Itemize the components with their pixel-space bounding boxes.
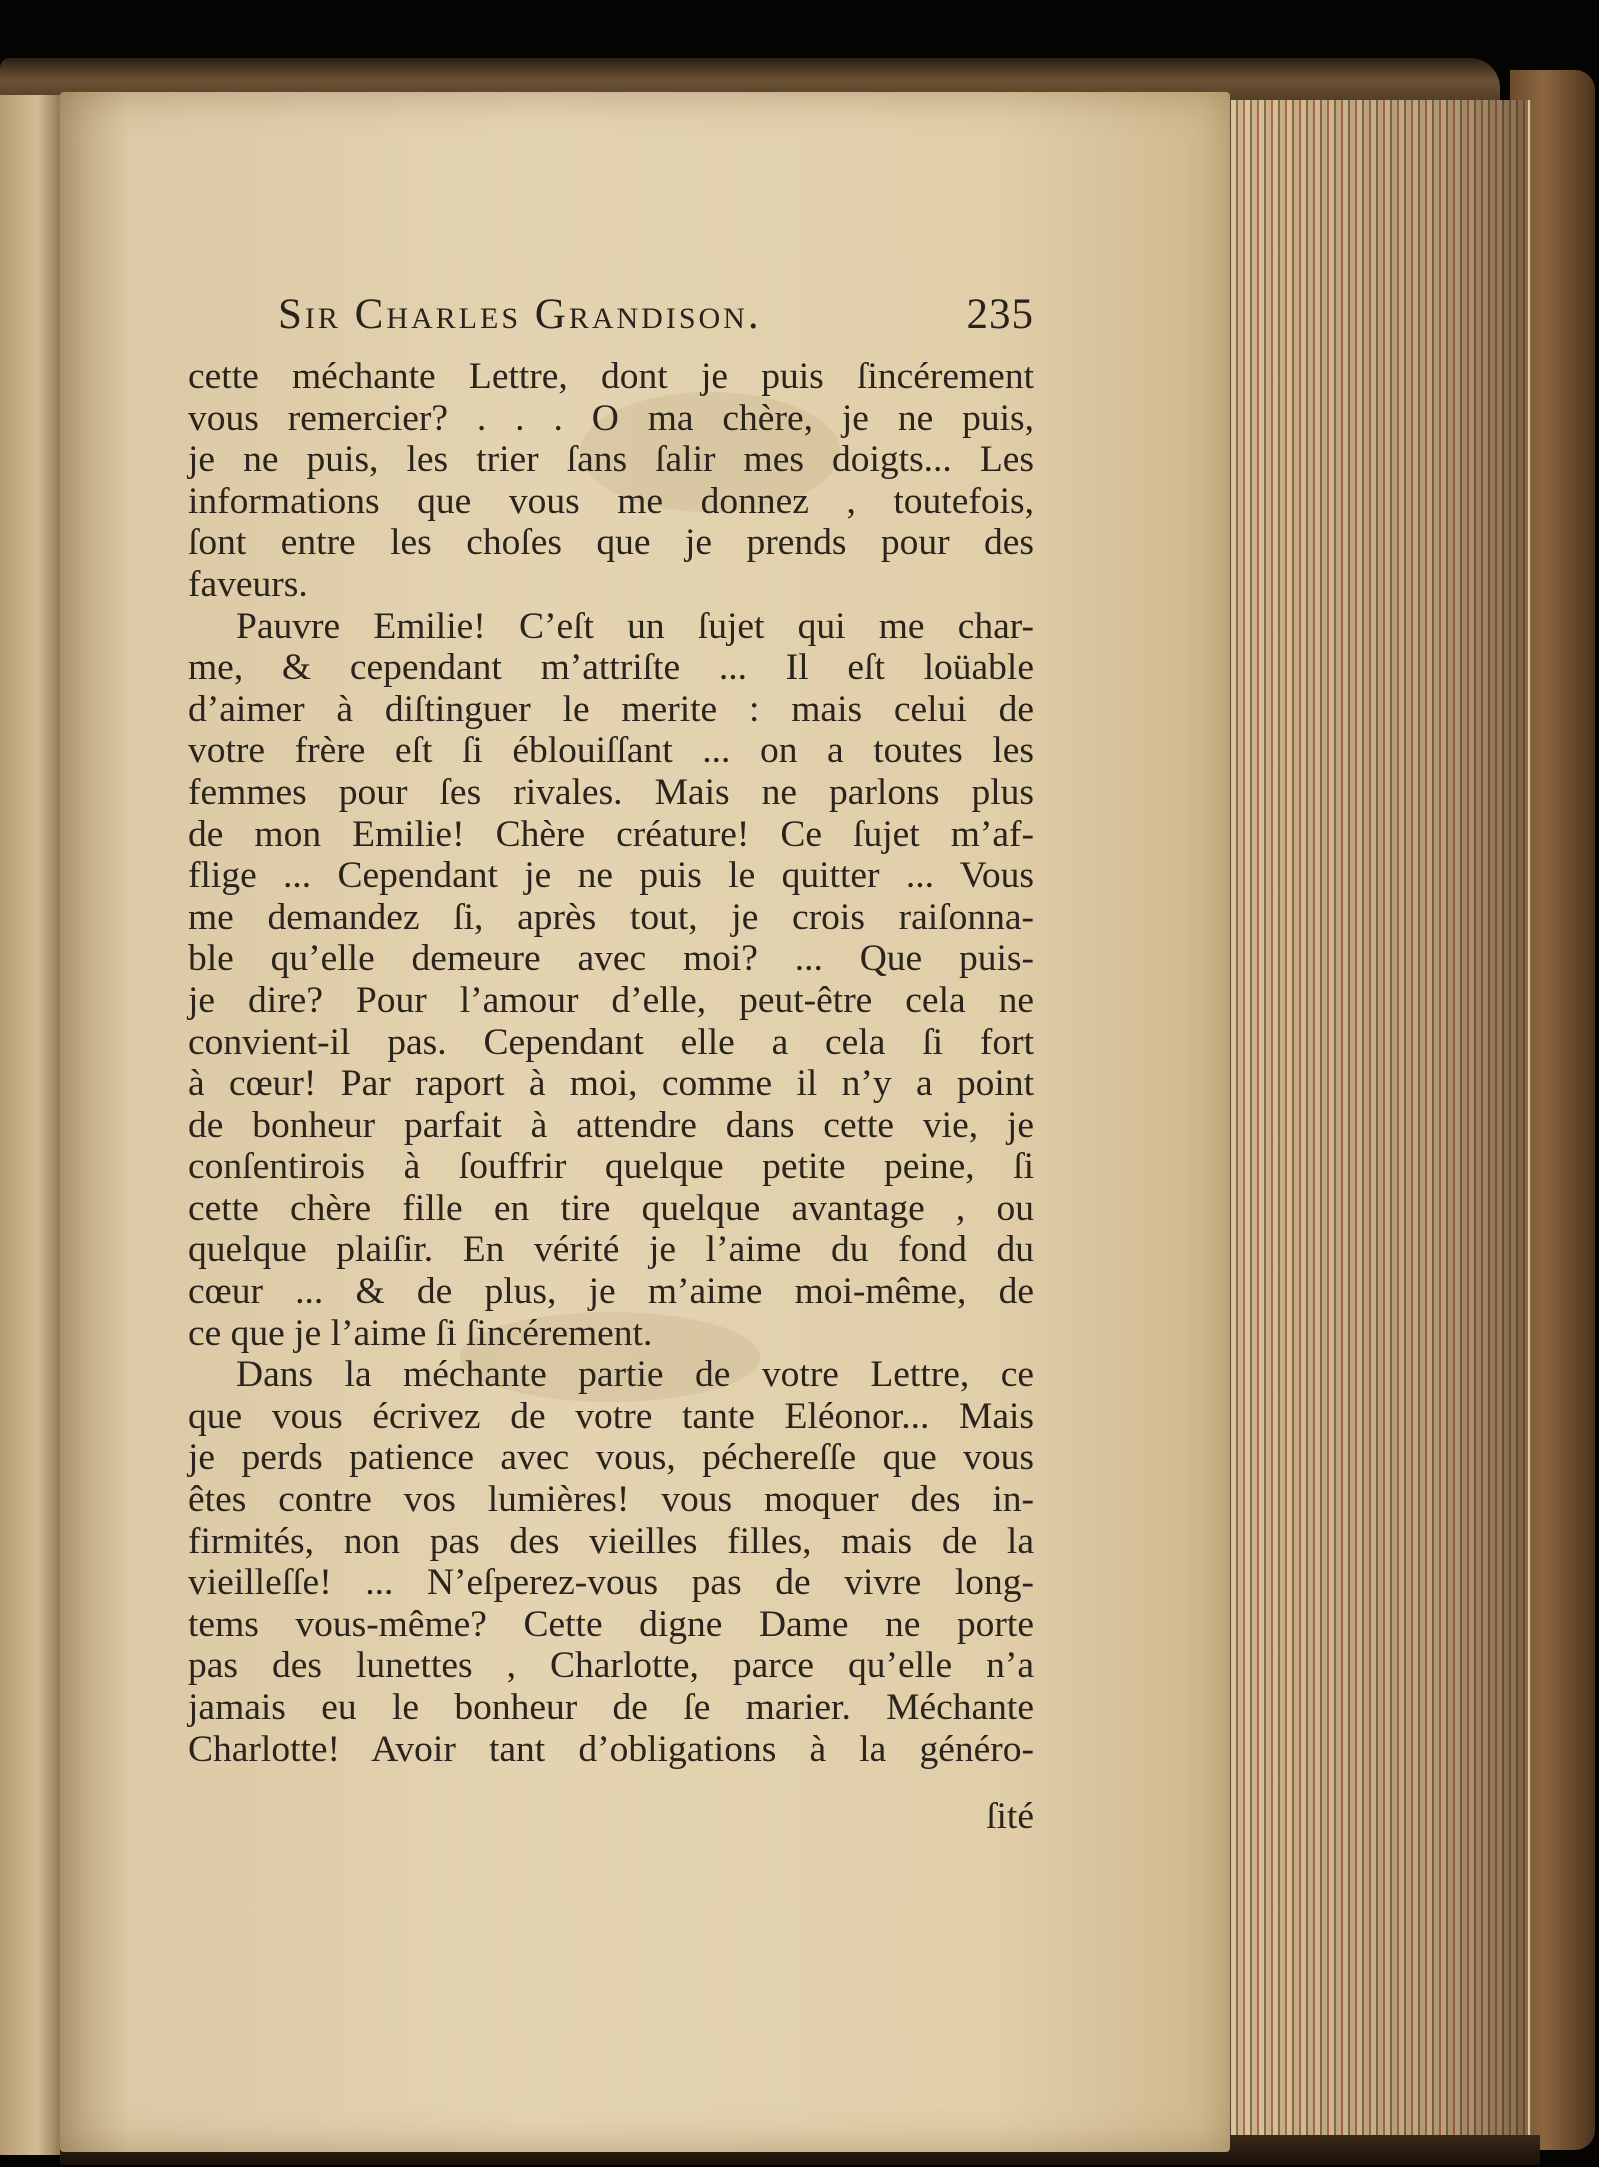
text-line: de mon Emilie! Chère créature! Ce ſujet m’af-: [188, 813, 1034, 855]
text-line: Pauvre Emilie! C’eſt un ſujet qui me char-: [236, 605, 1034, 647]
text-line: quelque plaiſir. En vérité je l’aime du fond du: [188, 1229, 1034, 1271]
text-line: informations que vous me donnez , toutefois,: [188, 480, 1034, 522]
running-title: Sir Charles Grandison.: [278, 291, 762, 338]
text-line: cette chère fille en tire quelque avantage , ou: [188, 1187, 1034, 1229]
text-line: firmités, non pas des vieilles filles, mais de la: [188, 1520, 1034, 1562]
page-number: 235: [966, 291, 1034, 338]
text-line: me demandez ſi, après tout, je crois raiſonna-: [188, 896, 1034, 938]
text-line: Charlotte! Avoir tant d’obligations à la généro-: [188, 1728, 1034, 1770]
body-text: [188, 356, 1034, 1770]
text-line: je dire? Pour l’amour d’elle, peut-être cela ne: [188, 979, 1034, 1021]
text-line: que vous écrivez de votre tante Eléonor... Mais: [188, 1395, 1034, 1437]
text-line: vieilleſſe! ... N’eſperez-vous pas de vivre long-: [188, 1562, 1034, 1604]
text-line: êtes contre vos lumières! vous moquer des in-: [188, 1479, 1034, 1521]
text-line: ſont entre les choſes que je prends pour des: [188, 522, 1034, 564]
text-line: faveurs.: [188, 563, 308, 605]
text-line: conſentirois à ſouffrir quelque petite peine, ſi: [188, 1146, 1034, 1188]
text-line: me, & cependant m’attriſte ... Il eſt loüable: [188, 647, 1034, 689]
text-line: ble qu’elle demeure avec moi? ... Que puis-: [188, 938, 1034, 980]
text-line: vous remercier? . . . O ma chère, je ne puis,: [188, 397, 1034, 439]
text-line: Dans la méchante partie de votre Lettre, ce: [236, 1354, 1034, 1396]
text-line: cette méchante Lettre, dont je puis ſincérement: [188, 356, 1034, 397]
text-line: tems vous-même? Cette digne Dame ne porte: [188, 1603, 1034, 1645]
running-header: [278, 290, 1034, 350]
text-line: flige ... Cependant je ne puis le quitter ... Vous: [188, 855, 1034, 897]
page-stack-shadow: [1228, 100, 1528, 2140]
text-line: je ne puis, les trier ſans ſalir mes doigts... Les: [188, 439, 1034, 481]
text-line: de bonheur parfait à attendre dans cette vie, je: [188, 1104, 1034, 1146]
left-page-edge: [0, 95, 65, 2155]
text-line: femmes pour ſes rivales. Mais ne parlons plus: [188, 771, 1034, 813]
text-line: à cœur! Par raport à moi, comme il n’y a point: [188, 1063, 1034, 1105]
text-line: convient-il pas. Cependant elle a cela ſi fort: [188, 1021, 1034, 1063]
text-line: votre frère eſt ſi éblouiſſant ... on a toutes les: [188, 730, 1034, 772]
text-line: d’aimer à diſtinguer le merite : mais celui de: [188, 688, 1034, 730]
text-line: je perds patience avec vous, péchereſſe que vous: [188, 1437, 1034, 1479]
text-line: jamais eu le bonheur de ſe marier. Méchante: [188, 1687, 1034, 1728]
text-line: pas des lunettes , Charlotte, parce qu’elle n’a: [188, 1645, 1034, 1687]
catchword: ſité: [986, 1796, 1034, 1837]
text-line: ce que je l’aime ſi ſincérement.: [188, 1312, 653, 1354]
text-line: cœur ... & de plus, je m’aime moi-même, de: [188, 1271, 1034, 1313]
